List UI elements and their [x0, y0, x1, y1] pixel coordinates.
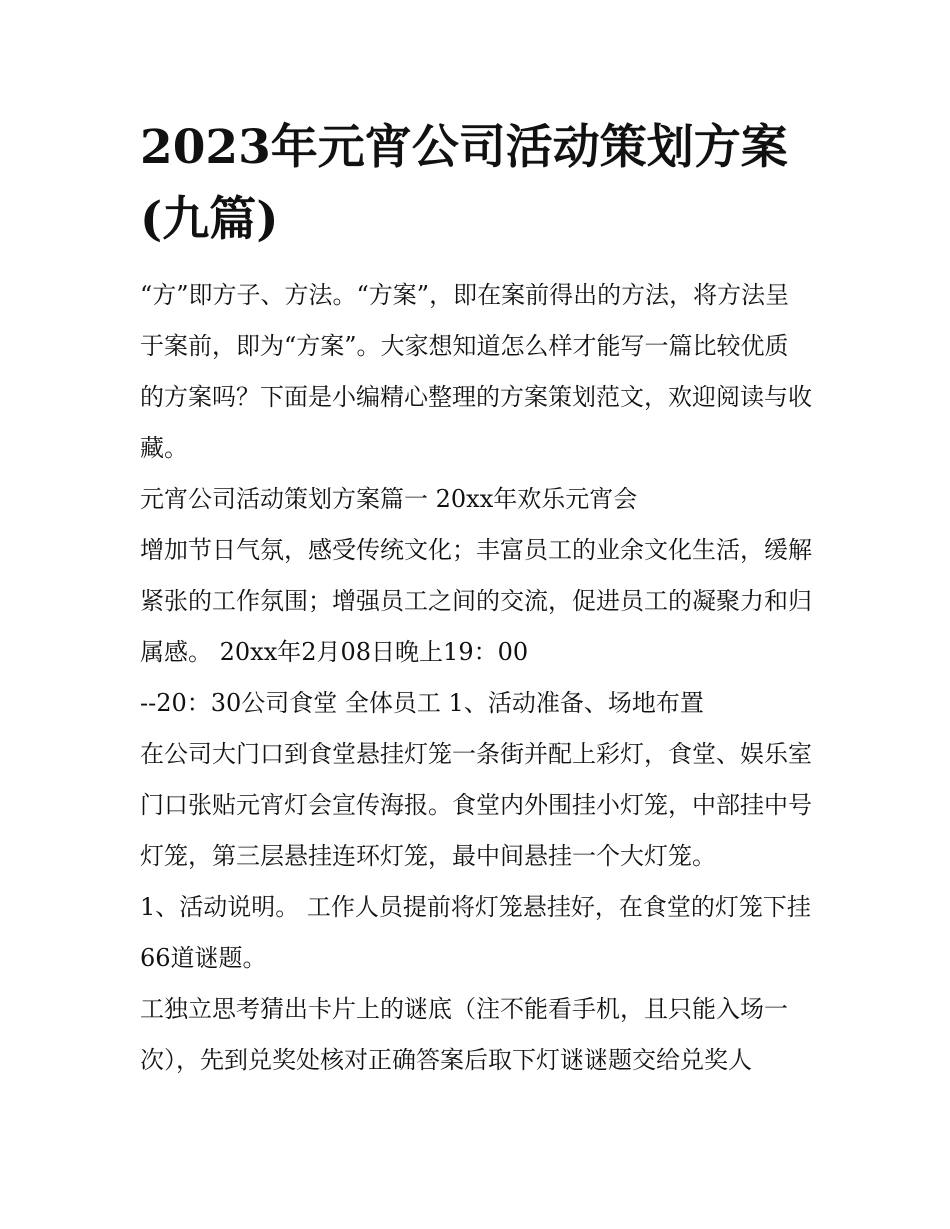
document-page	[140, 112, 820, 1086]
activity-description-paragraph: 1、活动说明。 工作人员提前将灯笼悬挂好，在食堂的灯笼下挂66道谜题。	[140, 893, 811, 972]
purpose-paragraph: 增加节日气氛，感受传统文化；丰富员工的业余文化生活，缓解紧张的工作氛围；增强员工之间的交流，促进员工的凝聚力和归属感。 20xx年2月08日晚上19：00	[140, 536, 812, 666]
document-body	[140, 270, 820, 1086]
section-heading: 元宵公司活动策划方案篇一 20xx年欢乐元宵会	[140, 485, 638, 513]
venue-layout-paragraph: 在公司大门口到食堂悬挂灯笼一条街并配上彩灯，食堂、娱乐室门口张贴元宵灯会宣传海报。食堂内外围挂小灯笼，中部挂中号灯笼，第三层悬挂连环灯笼，最中间悬挂一个大灯笼。	[140, 740, 812, 870]
time-place-paragraph: --20：30公司食堂 全体员工 1、活动准备、场地布置	[140, 689, 704, 717]
rules-paragraph: 工独立思考猜出卡片上的谜底（注不能看手机，且只能入场一次），先到兑奖处核对正确答案后取下灯谜谜题交给兑奖人	[140, 995, 788, 1074]
intro-paragraph: “方”即方子、方法。“方案”，即在案前得出的方法，将方法呈于案前，即为“方案”。大家想知道怎么样才能写一篇比较优质的方案吗？下面是小编精心整理的方案策划范文，欢迎阅读与收藏。	[140, 281, 812, 462]
document-title: 2023年元宵公司活动策划方案(九篇)	[140, 120, 788, 247]
